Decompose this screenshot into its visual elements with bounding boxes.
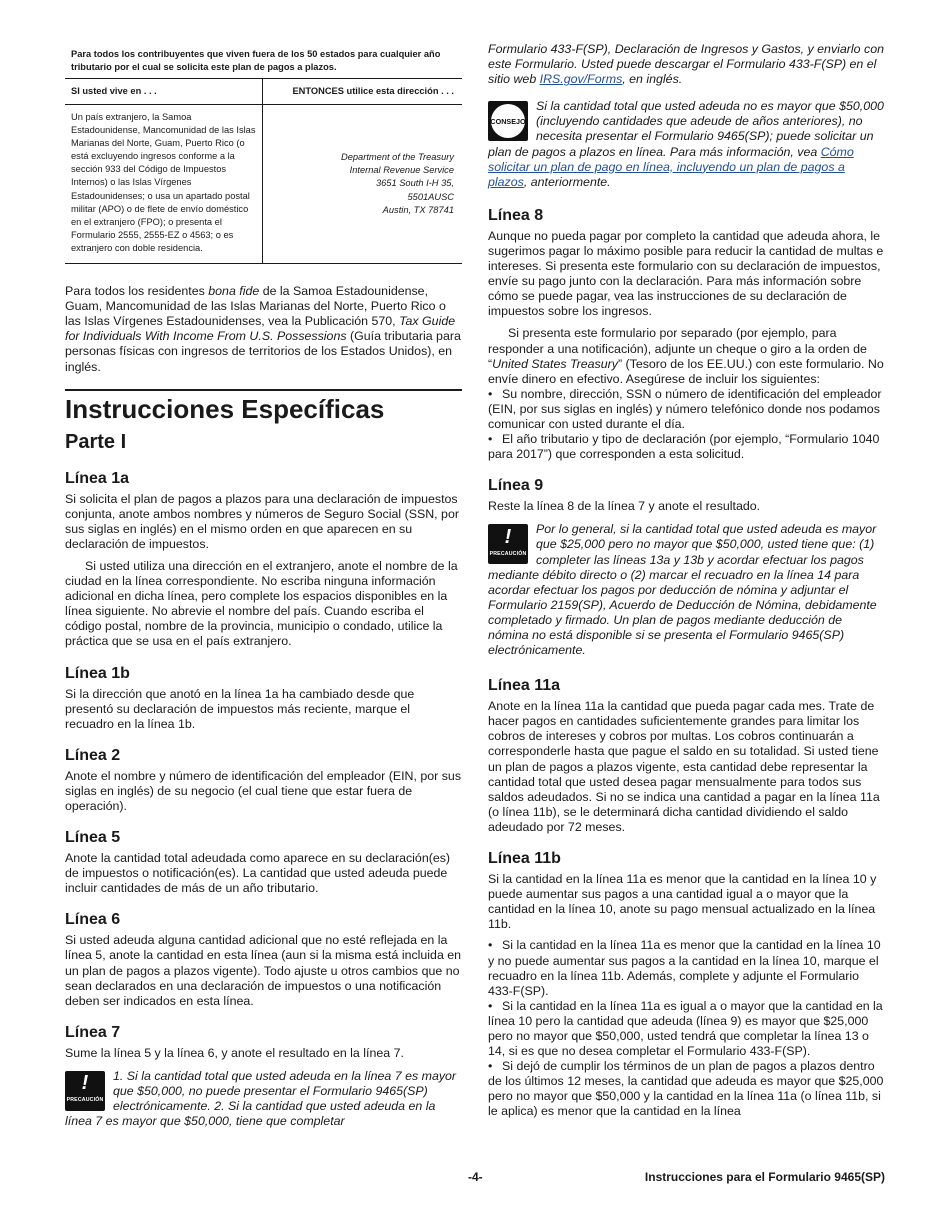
linea-11b-bullet: • Si la cantidad en la línea 11a es igual a o mayor que la cantidad en la línea 10 pero la cantidad que adeuda (línea 9) es mayor que $25,000 pero no mayor que $50,000, usted tendrá que completar la línea 13 o 14, si es que no desea completar el Formulario 433-F(SP). (488, 998, 883, 1059)
tip-icon: CONSEJO (488, 101, 528, 141)
heading-linea-8: Línea 8 (488, 206, 544, 224)
linea-9-text: Reste la línea 8 de la línea 7 y anote el resultado. (488, 499, 761, 514)
address-line: Department of the Treasury (341, 152, 454, 163)
table-body-row (65, 105, 462, 263)
linea-5-text: Anote la cantidad total adeudada como aparece en su declaración(es) de impuestos o notificación(es). La cantidad que usted adeuda puede incluir cantidades de más de un año tributario. (65, 851, 451, 896)
address-line: Austin, TX 78741 (382, 204, 454, 215)
linea-1a-p2: Si usted utiliza una dirección en el extranjero, anote el nombre de la ciudad en la línea correspondiente. No escriba ninguna información adicional en dicha línea, pero complete los espacios disponibles en la línea siguiente. No abrevie el nombre del país. Cuando escriba el código postal, nombre de la provincia, municipio o condado, utilice la práctica que se usa en el país extranjero. (65, 558, 458, 649)
linea-11b-p1: Si la cantidad en la línea 11a es menor que la cantidad en la línea 10 y puede aumentar sus pagos a una cantidad igual a o mayor que la cantidad en la línea 10, anote su pago mensual actualizado en la línea 11b. (488, 872, 877, 932)
left-column (65, 40, 462, 1129)
address-line: Internal Revenue Service (349, 165, 454, 176)
page-footer (65, 1170, 885, 1186)
caution-icon: ! PRECAUCIÓN (65, 1071, 105, 1111)
online-plan-link[interactable]: Cómo solicitar un plan de pago en línea, incluyendo un plan de pagos a plazos (488, 144, 854, 189)
table-address-cell (263, 105, 462, 263)
address-line: 5501AUSC (407, 191, 454, 202)
heading-linea-2: Línea 2 (65, 746, 121, 764)
address-line: 3651 South I-H 35, (375, 178, 454, 189)
heading-linea-5: Línea 5 (65, 829, 121, 847)
heading-linea-11a: Línea 11a (488, 677, 561, 695)
address-table (65, 40, 462, 264)
table-caption: Para todos los contribuyentes que viven fuera de los 50 estados para cualquier año tributario por el cual se solicita este plan de pagos a plazos. (65, 40, 462, 79)
linea-8-p1: Aunque no pueda pagar por completo la cantidad que adeuda ahora, le sugerimos pagar lo máximo posible para reducir la cantidad de multas e intereses. Si presenta este formulario con su declaración de impuestos, envíe su pago junto con la declaración. Para más información sobre cómo se puede pagar, vea las instrucciones de su declaración de impuestos sobre los ingresos. (488, 228, 884, 319)
page-number: -4- (468, 1170, 483, 1184)
linea-1a-p1: Si solicita el plan de pagos a plazos para una declaración de impuestos conjunta, anote ambos nombres y números de Seguro Social (SSN, por sus siglas en inglés) en el mismo orden en que aparecen en su declaración de impuestos. (65, 491, 459, 551)
heading-linea-1a: Línea 1a (65, 469, 130, 487)
linea-8-bullet: • El año tributario y tipo de declaración (por ejemplo, “Formulario 1040 para 2017”) que corresponden a esta solicitud. (488, 432, 880, 462)
linea-1b-text: Si la dirección que anotó en la línea 1a ha cambiado desde que presentó su declaración de impuestos más reciente, marque el recuadro en la línea 1b. (65, 686, 415, 731)
linea-7-text: Sume la línea 5 y la línea 6, y anote el resultado en la línea 7. (65, 1045, 404, 1060)
footer-form-title: Instrucciones para el Formulario 9465(SP) (644, 1170, 885, 1184)
linea-8-p2: Si presenta este formulario por separado (por ejemplo, para responder a una notificación), adjunte un cheque o giro a la orden de “United States Treasury” (Tesoro de los EE.UU.) con este formulario. No envíe dinero en efectivo. Asegúrese de incluir los siguientes: (488, 326, 884, 386)
table-header-row (65, 79, 462, 105)
linea-7-caution-continued: Formulario 433-F(SP), Declaración de Ingresos y Gastos, y enviarlo con este Formulario. Usted puede descargar el Formulario 433-F(SP) en el sitio web IRS.gov/Forms, en inglés. (488, 42, 884, 87)
linea-9-caution: ! PRECAUCIÓN Por lo general, si la cantidad total que usted adeuda es mayor que $25,000 pero no mayor que $50,000, usted tiene que: (1) completer las líneas 13a y 13b y acordar efectuar los pagos mediante débito directo o (2) marcar el recuadro en la línea 14 para acordar efectuar los pagos por deducción de nómina y adjuntar el Formulario 2159(SP), Acuerdo de Deducción de Nómina, debidamente completado y firmado. Un plan de pagos mediante deducción de nómina no está disponible si se presenta el Formulario 9465(SP) electrónicamente. (488, 522, 877, 658)
linea-11b-bullet: • Si la cantidad en la línea 11a es menor que la cantidad en la línea 10 y no puede aumentar sus pagos a la cantidad en la línea 10, marque el recuadro en la línea 11b. Además, complete y adjunte el Formulario 433-F(SP). (488, 938, 881, 998)
linea-2-text: Anote el nombre y número de identificación del empleador (EIN, por sus siglas en inglés) de su negocio (el cual tiene que estar fuera de operación). (65, 768, 462, 813)
right-column (488, 42, 885, 1120)
irs-forms-link[interactable]: IRS.gov/Forms (539, 72, 623, 87)
caution-icon: ! PRECAUCIÓN (488, 524, 528, 564)
title-rule (65, 389, 462, 391)
heading-linea-7: Línea 7 (65, 1023, 121, 1041)
table-header-right: ENTONCES utilice esta dirección . . . (292, 86, 454, 96)
heading-linea-6: Línea 6 (65, 911, 121, 929)
residents-paragraph: Para todos los residentes bona fide de la Samoa Estadounidense, Guam, Mancomunidad de las Islas Marianas del Norte, Puerto Rico o las Islas Vírgenes Estadounidenses, vea la Publicación 570, Tax Guide for Individuals With Income From U.S. Possessions (Guía tributaria para personas físicas con ingresos de territorios de los Estados Unidos), en inglés. (65, 284, 461, 374)
linea-8-bullet: • Su nombre, dirección, SSN o número de identificación del empleador (EIN, por sus siglas en inglés) y número telefónico donde nos podamos comunicar con usted durante el día. (488, 386, 882, 431)
consejo-note: CONSEJO Si la cantidad total que usted adeuda no es mayor que $50,000 (incluyendo cantidades que adeude de años anteriores), no necesita presentar el Formulario 9465(SP); puede solicitar un plan de pagos a plazos en línea. Para más información, vea Cómo solicitar un plan de pago en línea, incluyendo un plan de pagos a plazos, anteriormente. (488, 99, 884, 189)
linea-6-text: Si usted adeuda alguna cantidad adicional que no esté reflejada en la línea 5, anote la cantidad en esta línea (aun si la misma está incluida en un plan de pagos a plazos vigente). Todo ajuste u otros cambios que no sean declarados en una declaración de impuestos o una notificación deben ser indicados en esta línea. (65, 933, 462, 1008)
heading-linea-1b: Línea 1b (65, 664, 130, 682)
linea-11a-text: Anote en la línea 11a la cantidad que pueda pagar cada mes. Trate de hacer pagos en cantidades suficientemente grandes para limitar los cobros de intereses y cobros por multas. Los cobros continuarán a corresponderle hasta que pague el saldo en su totalidad. Si usted tiene un plan de pagos a plazos vigente, esta cantidad debe representar la cantidad total que usted desea pagar mensualmente para todos sus saldos adeudados. Si no se indica una cantidad a pagar en la línea 11a (o línea 11b), se le determinará dicha cantidad dividiendo el saldo adeudado por 72 meses. (488, 699, 880, 834)
table-left-cell: Un país extranjero, la Samoa Estadounidense, Mancomunidad de las Islas Marianas del Norte, Guam, Puerto Rico (o está excluyendo ingresos conforme a la sección 933 del Código de Impuestos Internos) o las Islas Vírgenes Estadounidenses; o usa un apartado postal militar (APO) o de flete de envío doméstico en el extranjero (FPO); o presenta el Formulario 2555, 2555-EZ o 4563; o es extranjero con doble residencia. (65, 105, 263, 263)
heading-linea-9: Línea 9 (488, 477, 544, 495)
linea-11b-bullet: • Si dejó de cumplir los términos de un plan de pagos a plazos dentro de los últimos 12 meses, la cantidad que adeuda es mayor que $25,000 pero no mayor que $50,000 y la cantidad en la línea 11a (o línea 11b, si le aplica) es menor que la cantidad en la línea (488, 1059, 884, 1119)
caution-continuation: Formulario 433-F(SP), Declaración de Ingresos y Gastos, y enviarlo con este Formulario. Usted puede descargar el Formulario 433-F(SP) en el sitio web (488, 42, 884, 87)
heading-linea-11b: Línea 11b (488, 850, 561, 868)
linea-7-caution: ! PRECAUCIÓN 1. Si la cantidad total que usted adeuda en la línea 7 es mayor que $50,000, no puede presentar el Formulario 9465(SP) electrónicamente. 2. Si la cantidad que usted adeuda en la línea 7 es mayor que $50,000, tiene que completar (65, 1068, 457, 1129)
part-title: Parte I (65, 430, 127, 453)
table-header-left: SI usted vive en . . . (65, 79, 263, 104)
main-title: Instrucciones Específicas (65, 393, 385, 424)
